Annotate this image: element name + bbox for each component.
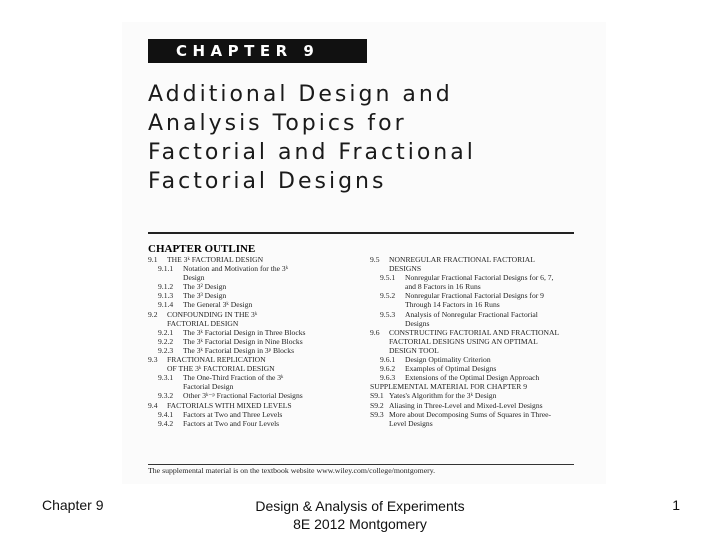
outline-entry — [370, 255, 575, 264]
outline-entry-number: 9.2.3 — [158, 345, 174, 355]
supplemental-list — [370, 391, 575, 427]
outline-entry-title: The General 3ᵏ Design — [183, 300, 253, 310]
chapter-title — [148, 80, 568, 196]
outline-entry-number: 9.4 — [148, 400, 158, 410]
outline-entry-continuation: OF THE 3ᵏ FACTORIAL DESIGN — [167, 364, 275, 374]
chapter-title-line: Factorial and Fractional — [148, 140, 476, 165]
outline-right-sections — [370, 255, 575, 382]
outline-entry — [148, 328, 363, 337]
outline-entry — [148, 300, 363, 309]
outline-entry — [370, 401, 575, 410]
footer-chapter: Chapter 9 — [42, 497, 104, 513]
outline-entry-title: Design Optimality Criterion — [405, 355, 491, 365]
outline-entry — [148, 373, 363, 382]
supplemental-heading: SUPPLEMENTAL MATERIAL FOR CHAPTER 9 — [370, 382, 528, 392]
outline-entry-number: 9.4.1 — [158, 409, 174, 419]
outline-entry-title: Factors at Two and Three Levels — [183, 409, 283, 419]
outline-heading: CHAPTER OUTLINE — [148, 243, 256, 255]
outline-entry-number: 9.4.2 — [158, 418, 174, 428]
outline-entry-title: Extensions of the Optimal Design Approach — [405, 373, 540, 383]
outline-entry — [370, 310, 575, 319]
outline-entry — [148, 337, 363, 346]
chapter-title-line: Factorial Designs — [148, 169, 387, 194]
outline-entry-title: The 3³ Design — [183, 291, 227, 301]
outline-bottom-rule — [148, 464, 574, 465]
outline-entry-title: NONREGULAR FRACTIONAL FACTORIAL — [389, 255, 535, 264]
outline-entry-number: S9.2 — [370, 400, 384, 410]
supplemental-footnote: The supplemental material is on the textbook website www.wiley.com/college/montgomery. — [148, 466, 436, 475]
outline-entry-number: 9.1.4 — [158, 300, 174, 310]
page-number: 1 — [672, 497, 680, 513]
outline-entry-title: Aliasing in Three-Level and Mixed-Level Designs — [389, 400, 543, 410]
outline-entry-title: The 3ᵏ Factorial Design in 3ᵖ Blocks — [183, 345, 295, 355]
outline-entry-number: 9.3.2 — [158, 391, 174, 401]
outline-entry-number: 9.3 — [148, 355, 158, 365]
outline-entry — [148, 346, 363, 355]
outline-entry — [370, 328, 575, 337]
outline-entry-number: 9.5.2 — [380, 291, 396, 301]
outline-entry-title: More about Decomposing Sums of Squares in Three- — [389, 409, 552, 419]
outline-entry-title: The One-Third Fraction of the 3ᵏ — [183, 373, 284, 383]
outline-entry — [148, 419, 363, 428]
outline-entry-number: 9.6.1 — [380, 355, 396, 365]
outline-entry-continuation: DESIGNS — [389, 264, 422, 274]
outline-entry — [370, 364, 575, 373]
outline-entry — [148, 310, 363, 319]
outline-entry-continuation: Designs — [405, 318, 430, 328]
outline-entry-continuation: and 8 Factors in 16 Runs — [405, 282, 481, 292]
outline-entry-number: S9.3 — [370, 409, 384, 419]
outline-entry-title: CONFOUNDING IN THE 3ᵏ — [167, 309, 258, 319]
footer-course-title: Design & Analysis of Experiments — [255, 498, 465, 514]
footer-course-edition: 8E 2012 Montgomery — [293, 516, 427, 532]
outline-entry — [370, 410, 575, 419]
outline-entry-number: S9.1 — [370, 391, 384, 401]
outline-entry — [148, 355, 363, 364]
outline-entry — [370, 291, 575, 300]
outline-entry-number: 9.1 — [148, 255, 158, 264]
chapter-title-line: Analysis Topics for — [148, 111, 407, 136]
outline-entry-number: 9.1.2 — [158, 282, 174, 292]
outline-entry — [370, 373, 575, 382]
outline-entry-title: The 3ᵏ Factorial Design in Three Blocks — [183, 327, 306, 337]
outline-entry-number: 9.3.1 — [158, 373, 174, 383]
outline-entry-number: 9.1.1 — [158, 264, 174, 274]
outline-entry-continuation: Through 14 Factors in 16 Runs — [405, 300, 500, 310]
outline-entry-number: 9.5.1 — [380, 273, 396, 283]
outline-entry-title: Examples of Optimal Designs — [405, 364, 497, 374]
outline-entry-title: Other 3ᵏ⁻ᵖ Fractional Factorial Designs — [183, 391, 303, 401]
outline-entry-title: Factors at Two and Four Levels — [183, 418, 280, 428]
outline-entry-continuation: DESIGN TOOL — [389, 345, 439, 355]
outline-entry-continuation: FACTORIAL DESIGNS USING AN OPTIMAL — [389, 336, 538, 346]
outline-entry-title: The 3² Design — [183, 282, 227, 292]
outline-entry-title: CONSTRUCTING FACTORIAL AND FRACTIONAL — [389, 327, 560, 337]
chapter-label: CHAPTER 9 — [148, 39, 367, 63]
outline-entry-title: THE 3ᵏ FACTORIAL DESIGN — [167, 255, 264, 264]
outline-entry-number: 9.6.3 — [380, 373, 396, 383]
outline-entry-title: Analysis of Nonregular Fractional Factorial — [405, 309, 538, 319]
outline-entry-number: 9.5 — [370, 255, 380, 264]
outline-entry — [370, 355, 575, 364]
outline-right-column — [370, 255, 575, 428]
outline-entry-number: 9.2.1 — [158, 327, 174, 337]
outline-entry-continuation: Design — [183, 273, 205, 283]
outline-entry-number: 9.2.2 — [158, 336, 174, 346]
outline-top-rule — [148, 232, 574, 234]
outline-entry — [370, 391, 575, 400]
outline-entry-number: 9.6 — [370, 327, 380, 337]
outline-entry — [148, 391, 363, 400]
outline-entry-title: Notation and Motivation for the 3ᵏ — [183, 264, 289, 274]
outline-entry — [148, 264, 363, 273]
outline-entry-number: 9.5.3 — [380, 309, 396, 319]
outline-entry-number: 9.1.3 — [158, 291, 174, 301]
outline-entry — [148, 282, 363, 291]
outline-entry-number: 9.2 — [148, 309, 158, 319]
outline-entry — [148, 291, 363, 300]
outline-entry-continuation: Factorial Design — [183, 382, 234, 392]
outline-entry-number: 9.6.2 — [380, 364, 396, 374]
outline-entry — [370, 273, 575, 282]
outline-entry-title: Yates's Algorithm for the 3ᵏ Design — [389, 391, 497, 401]
outline-entry-continuation: FACTORIAL DESIGN — [167, 318, 239, 328]
outline-entry-continuation: Level Designs — [389, 418, 433, 428]
outline-entry — [148, 255, 363, 264]
outline-entry — [148, 410, 363, 419]
outline-entry-title: FRACTIONAL REPLICATION — [167, 355, 266, 365]
outline-entry-title: Nonregular Fractional Factorial Designs for 9 — [405, 291, 544, 301]
chapter-title-line: Additional Design and — [148, 82, 453, 107]
outline-entry-title: Nonregular Fractional Factorial Designs for 6, 7, — [405, 273, 554, 283]
outline-entry-title: FACTORIALS WITH MIXED LEVELS — [167, 400, 292, 410]
outline-entry-title: The 3ᵏ Factorial Design in Nine Blocks — [183, 336, 303, 346]
outline-left-column — [148, 255, 363, 428]
footer-course — [210, 497, 510, 533]
outline-entry — [148, 401, 363, 410]
